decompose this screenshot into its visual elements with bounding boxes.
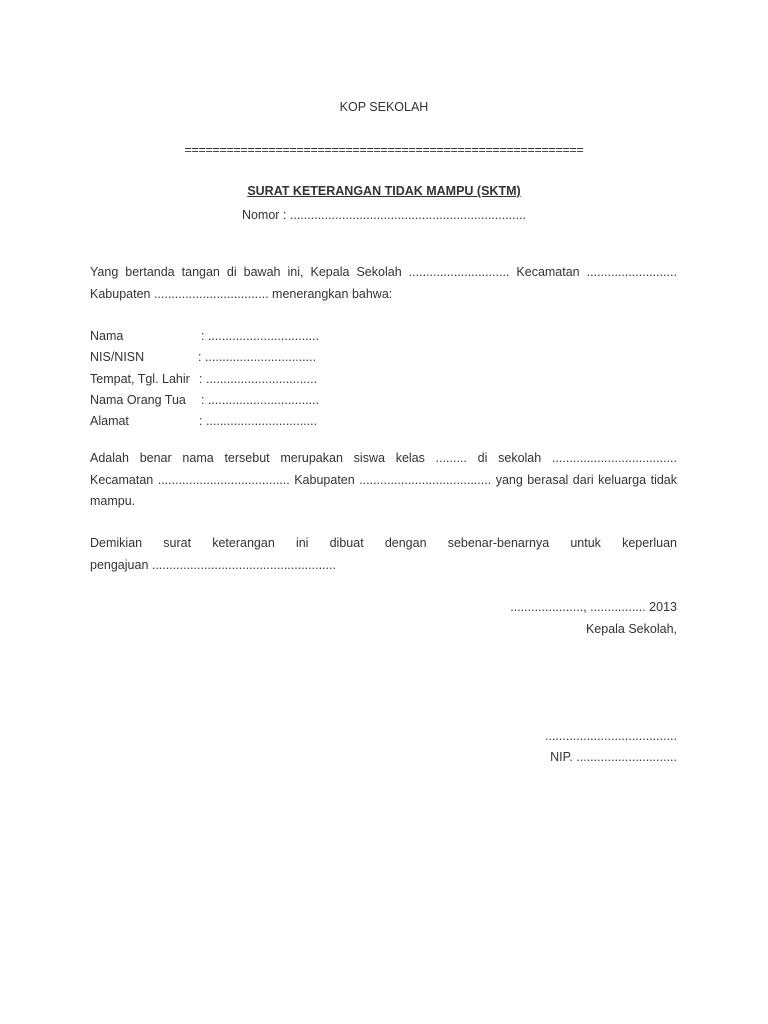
- intro-word: Sekolah: [356, 265, 402, 279]
- field-label-nis: NIS/NISN: [90, 350, 145, 364]
- closing-word: dengan: [384, 536, 427, 550]
- statement-word: merupakan: [280, 451, 343, 465]
- intro-word: Yang: [90, 265, 119, 279]
- field-value-ttl: : ................................: [199, 372, 318, 386]
- intro-word: bawah: [243, 265, 281, 279]
- closing-word: dibuat: [329, 536, 364, 550]
- signature-name-line: ......................................: [545, 729, 677, 743]
- field-value-orang-tua: : ................................: [201, 393, 320, 407]
- field-label-orang-tua: Nama Orang Tua: [90, 393, 186, 407]
- field-value-nama: : ................................: [201, 329, 320, 343]
- letter-number: Nomor : ....................................................................: [241, 208, 527, 222]
- statement-word: benar: [139, 451, 172, 465]
- intro-word: Kepala: [310, 265, 350, 279]
- signature-position: Kepala Sekolah,: [585, 622, 677, 636]
- statement-word: kelas: [395, 451, 425, 465]
- closing-line-2: pengajuan .....................................................: [90, 558, 336, 572]
- field-label-nama: Nama: [90, 329, 124, 343]
- intro-line-1: [90, 264, 677, 280]
- statement-word: tersebut: [224, 451, 270, 465]
- intro-word: ini,: [287, 265, 304, 279]
- intro-word: bertanda: [125, 265, 175, 279]
- statement-word: Kecamatan: [90, 473, 154, 487]
- statement-word: nama: [182, 451, 214, 465]
- field-label-ttl: Tempat, Tgl. Lahir: [90, 372, 190, 386]
- closing-word: surat: [163, 536, 192, 550]
- statement-word: di: [477, 451, 488, 465]
- statement-word: berasal: [527, 473, 569, 487]
- statement-line-1: [90, 450, 677, 466]
- statement-word: dari: [572, 473, 594, 487]
- statement-line-2: [90, 472, 677, 488]
- kop-sekolah: KOP SEKOLAH: [339, 100, 429, 114]
- intro-line-2: Kabupaten ................................. menerangkan bahwa:: [90, 287, 393, 301]
- statement-word: ....................................: [551, 451, 677, 465]
- signature-place-date: ....................., ................ 2013: [510, 600, 677, 614]
- intro-word: di: [226, 265, 237, 279]
- closing-word: sebenar-benarnya: [447, 536, 550, 550]
- letter-title: SURAT KETERANGAN TIDAK MAMPU (SKTM): [247, 184, 521, 198]
- statement-word: keluarga: [598, 473, 647, 487]
- statement-word: yang: [495, 473, 523, 487]
- intro-word: ..........................: [586, 265, 677, 279]
- field-value-alamat: : ................................: [199, 414, 318, 428]
- intro-word: .............................: [408, 265, 510, 279]
- intro-word: Kecamatan: [516, 265, 580, 279]
- closing-word: keterangan: [212, 536, 275, 550]
- statement-line-3: mampu.: [90, 494, 136, 508]
- header-separator: =========================================================: [184, 143, 584, 157]
- statement-word: Adalah: [90, 451, 129, 465]
- closing-word: keperluan: [622, 536, 677, 550]
- closing-word: ini: [295, 536, 309, 550]
- statement-word: sekolah: [498, 451, 542, 465]
- statement-word: .........: [435, 451, 467, 465]
- statement-word: ......................................: [157, 473, 290, 487]
- statement-word: siswa: [353, 451, 385, 465]
- intro-word: tangan: [181, 265, 220, 279]
- field-value-nis: : ................................: [198, 350, 317, 364]
- closing-word: untuk: [570, 536, 601, 550]
- statement-word: ......................................: [359, 473, 492, 487]
- closing-line-1: [90, 535, 677, 551]
- field-label-alamat: Alamat: [90, 414, 129, 428]
- statement-word: Kabupaten: [294, 473, 355, 487]
- signature-nip: NIP. .............................: [550, 750, 677, 764]
- statement-word: tidak: [650, 473, 677, 487]
- closing-word: Demikian: [90, 536, 143, 550]
